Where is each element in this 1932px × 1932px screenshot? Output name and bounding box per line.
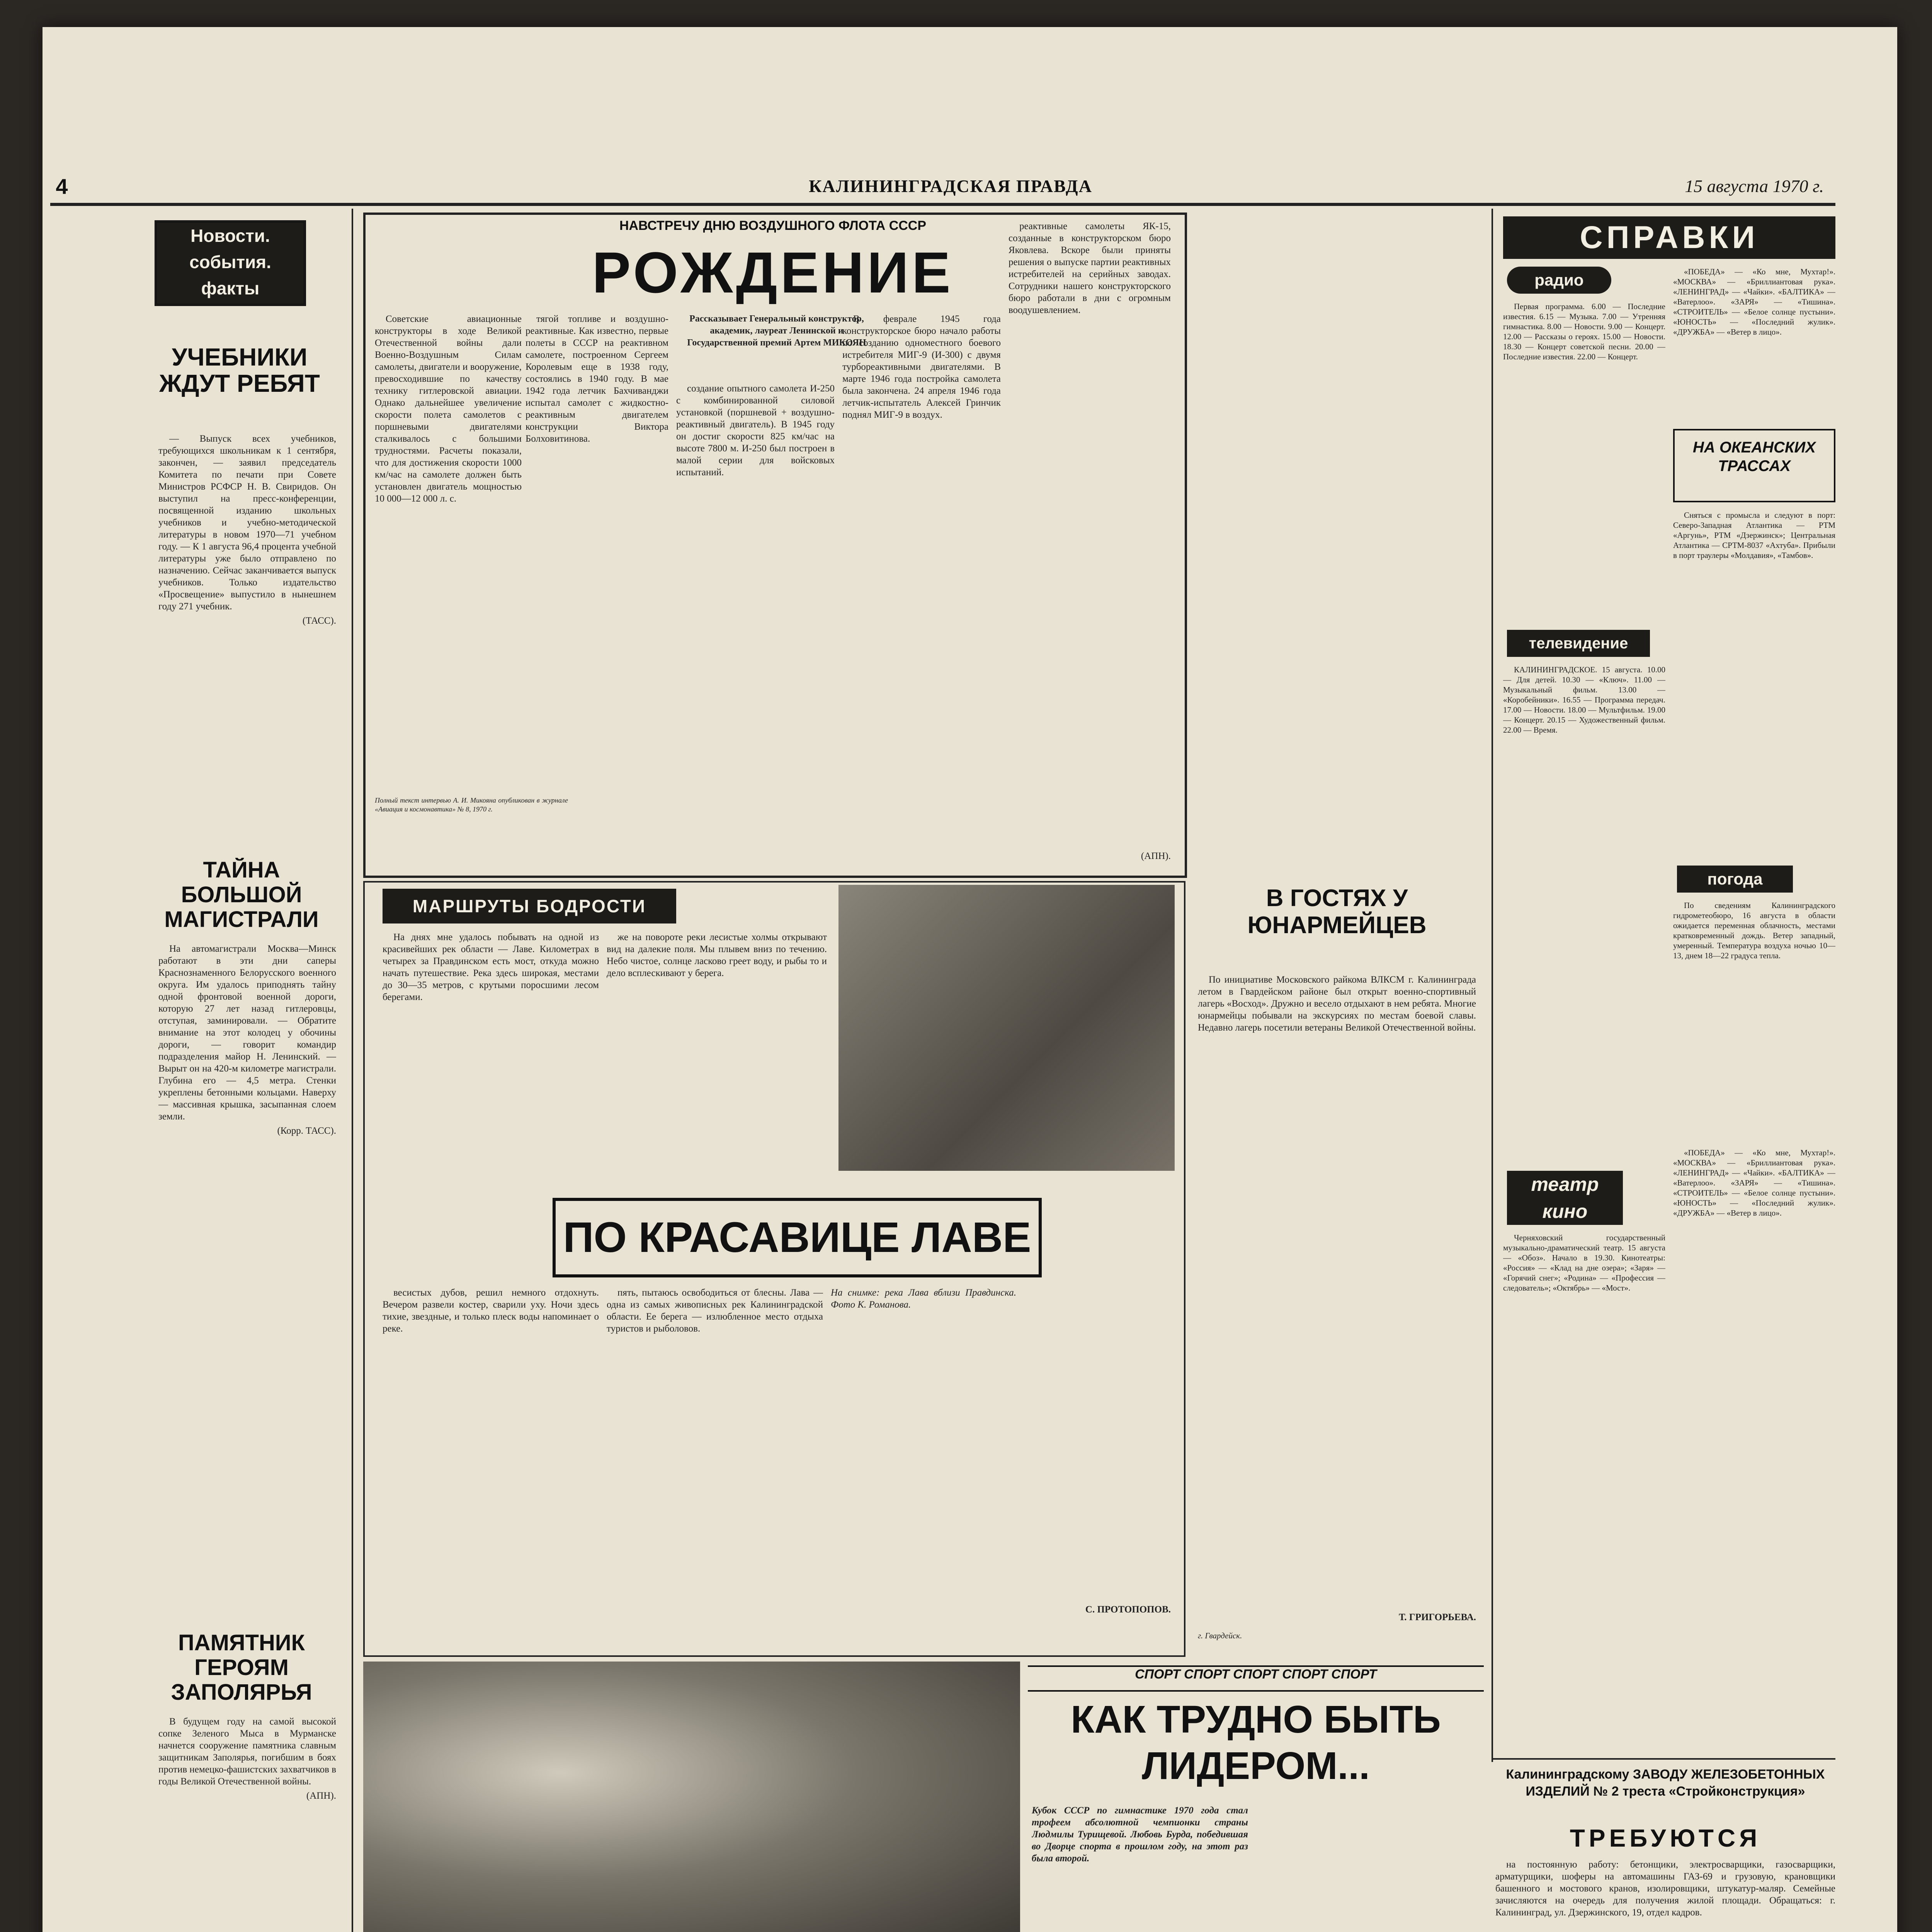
masthead-rule [50, 203, 1835, 206]
news-rubric [155, 220, 306, 306]
aviation-headline: РОЖДЕНИЕ [592, 240, 954, 305]
aviation-credit: (АПН). [1141, 851, 1171, 861]
aviation-kicker: НАВСТРЕЧУ ДНЮ ВОЗДУШНОГО ФЛОТА СССР [619, 218, 927, 233]
aviation-col-4-text: В феврале 1945 года конструкторское бюро начало работы по созданию одноместного боевого истребителя МИГ-9 (И-300) с двумя турбореактивными двигателями. В марте 1946 года постройка самолета была закончена. 24 апреля 1946 года летчик-испытатель Алексей Гринчик поднял МИГ-9 в воздух. [842, 314, 1001, 420]
aviation-col-3 [676, 383, 835, 846]
newspaper-page [43, 27, 1897, 1932]
oceans-text: Сняться с промысла и следуют в порт: Северо-Западная Атлантика — РТМ «Аргунь», РТМ «Дзержинск»; Центральная Атлантика — СРТМ-8037 «Ахтуба». Прибыли в порт траулеры «Молдавия», «Тамбов». [1673, 510, 1835, 560]
aviation-col-4 [842, 313, 1001, 846]
routes-rubric: МАРШРУТЫ БОДРОСТИ [383, 889, 676, 923]
oceans-section [1673, 510, 1835, 858]
mystery-headline: ТАЙНА БОЛЬШОЙ МАГИСТРАЛИ [164, 858, 319, 932]
river-photo [838, 885, 1175, 1171]
aviation-byline: Рассказывает Генеральный конструктор, академик, лауреат Ленинской и Государственной премий Артем МИКОЯН [687, 314, 866, 348]
routes-photo-credit: На снимке: река Лава вблизи Правдинска. Фото К. Романова. [831, 1287, 1016, 1310]
guests-body: По инициативе Московского райкома ВЛКСМ г. Калининграда летом в Гвардейском районе был открыт военно-спортивный лагерь «Восход». Дружно и весело отдыхают в нем ребята. Многие юнармейцы побывали на экскурсиях по местам боевой славы. Недавно лагерь посетили ветераны Великой Отечественной войны. [1198, 975, 1476, 1033]
mystery-body: На автомагистрали Москва—Минск работают в эти дни саперы Краснознаменного Белорусского военного округа. Им удалось приподнять тайну одной фронтовой военной дороги, которую 27 лет назад гитлеровцы, отступая, заминировали. — Обратите внимание на этот колодец у обочины дороги, — говорит командир подразделения майор Н. Ленинский. — Вырыт он на 420-м километре магистрали. Глубина его — 4,5 метра. Стенки укреплены бетонными кольцами. Наверху — массивная крышка, засыпанная слоем земли. [158, 944, 336, 1122]
lava-headline: ПО КРАСАВИЦЕ ЛАВЕ [553, 1198, 1042, 1277]
theatre-program [1503, 1233, 1665, 1754]
aviation-col-5-text: реактивные самолеты ЯК-15, созданные в конструкторском бюро Яковлева. Вскоре были приняты решения о выпуске партии реактивных истребителей на серийных заводах. Сотрудники нашего конструкторского бюро работали в дни с огромным воодушевлением. [1009, 221, 1171, 315]
theatre-text: Черняховский государственный музыкально-драматический театр. 15 августа — «Обоз». Начало в 19.30. Кинотеатры: «Россия» — «Клад на дне озера»; «Заря» — «Горячий снег»; «Родина» — «Профессия — следователь»; «Октябрь» — «Мост». [1503, 1233, 1665, 1293]
factory-ad [1495, 1859, 1835, 1932]
oceans-header: НА ОКЕАНСКИХ ТРАССАХ [1673, 429, 1835, 502]
routes-col-1-text: На днях мне удалось побывать на одной из красивейших рек области — Лаве. Километрах в четырех за Правдинском есть мост, откуда можно начать путешествие. Река здесь широкая, местами до 30—35 метров, с крутыми поросшими лесом берегами. [383, 932, 599, 1002]
textbooks-article [158, 433, 336, 838]
guests-article [1198, 974, 1476, 1607]
page-number: 4 [56, 174, 68, 197]
tv-text: КАЛИНИНГРАДСКОЕ. 15 августа. 10.00 — Для детей. 10.30 — «Ключ». 11.00 — Музыкальный фильм. 13.00 — «Коробейники». 16.55 — Программа передач. 17.00 — Новости. 18.00 — Мультфильм. 19.00 — Концерт. 20.15 — Художественный фильм. 22.00 — Время. [1503, 665, 1665, 735]
monument-body: В будущем году на самой высокой сопке Зеленого Мыса в Мурманске начнется сооружение памятника славным защитникам Заполярья, погибшим в боях против немецко-фашистских захватчиков в годы Великой Отечественной войны. [158, 1716, 336, 1787]
textbooks-body: — Выпуск всех учебников, требующихся школьникам к 1 сентября, закончен, — заявил председатель Комитета по печати при Совете Министров РСФСР Н. В. Свиридов. Он выступил на пресс-конференции, посвященной изданию школьных учебников и учебно-методической литературы в новом 1970—71 учебном году. — К 1 августа 96,4 процента учебной литературы уже было отправлено по назначению. Сейчас заканчивается выпуск учебников. Только издательство «Просвещение» выпустило в нынешнем году 271 учебник. [158, 434, 336, 612]
routes-col-2-text: же на повороте реки лесистые холмы открывают вид на далекие поля. Мы плывем вниз по течению. Небо чистое, солнце ласково греет воду, и рыбы то и дело всплескивают у берега. [607, 932, 827, 978]
column-divider-left [352, 209, 353, 1932]
bears-top-photo [363, 1662, 1020, 1932]
weather-section [1673, 900, 1835, 1140]
routes-col-4 [607, 1287, 823, 1634]
routes-col-2 [607, 931, 827, 1209]
aviation-col-2 [526, 313, 668, 846]
routes-col-1 [383, 931, 599, 1209]
spravki-header: СПРАВКИ [1503, 216, 1835, 259]
column-divider-right [1492, 209, 1493, 1762]
cinema-list [1673, 1148, 1835, 1754]
sport-rubric: СПОРТ СПОРТ СПОРТ СПОРТ СПОРТ [1028, 1665, 1484, 1692]
rubric-line-2: события. [189, 252, 271, 272]
mystery-credit: (Корр. ТАСС). [277, 1126, 336, 1136]
aviation-col-3-text: создание опытного самолета И-250 с комбинированной силовой установкой (поршневой + воздушно-реактивный двигатель). В 1945 году он достиг скорости 825 км/час на высоте 7800 м. И-250 был построен в малой серии для войсковых испытаний. [676, 383, 835, 478]
aviation-col-1 [375, 313, 522, 846]
cinema-list-text: «ПОБЕДА» — «Ко мне, Мухтар!». «МОСКВА» — «Бриллиантовая рука». «ЛЕНИНГРАД» — «Чайки». «БАЛТИКА» — «Ватерлоо». «ЗАРЯ» — «Тишина». «СТРОИТЕЛЬ» — «Белое солнце пустыни». «ЮНОСТЬ» — «Последний жулик». «ДРУЖБА» — «Ветер в лицо». [1673, 1148, 1835, 1218]
theatre-label: театр кино [1507, 1171, 1623, 1225]
issue-date: 15 августа 1970 г. [1685, 176, 1824, 196]
guests-author: Т. ГРИГОРЬЕВА. [1399, 1612, 1476, 1622]
rubric-line-1: Новости. [190, 226, 270, 246]
guests-place: г. Гвардейск. [1198, 1631, 1242, 1640]
monument-headline: ПАМЯТНИК ГЕРОЯМ ЗАПОЛЯРЬЯ [171, 1631, 312, 1705]
aviation-col-2-text: тягой топливе и воздушно-реактивные. Как известно, первые полеты в СССР на реактивном самолете, построенном Сергеем Королевым еще в 1938 году, состоялись в 1940 году. В мае 1942 года летчик Бахчиванджи испытал самолет с жидкостно-реактивным двигателем конструкции Виктора Болховитинова. [526, 314, 668, 444]
tv-label: телевидение [1507, 630, 1650, 657]
aviation-col-1-text: Советские авиационные конструкторы в ходе Великой Отечественной войны дали Военно-Воздушным Силам самолеты, двигатели и вооружение, превосходившие по качеству технику гитлеровской авиации. Однако дальнейшее увеличение скорости полета самолетов с поршневыми двигателями сталкивалось с большими трудностями. Расчеты показали, что для достижения скорости 1000 км/час на самолете должен быть установлен двигатель мощностью 10 000—12 000 л. с. [375, 314, 522, 504]
required-heading: ТРЕБУЮТСЯ [1570, 1824, 1761, 1852]
factory-heading: Калининградскому ЗАВОДУ ЖЕЛЕЗОБЕТОННЫХ ИЗДЕЛИЙ № 2 треста «Стройконструкция» [1506, 1767, 1825, 1799]
monument-credit: (АПН). [306, 1791, 336, 1801]
textbooks-headline: УЧЕБНИКИ ЖДУТ РЕБЯТ [159, 344, 320, 397]
guests-headline: В ГОСТЯХ У ЮНАРМЕЙЦЕВ [1247, 885, 1427, 939]
factory-text: на постоянную работу: бетонщики, электросварщики, газосварщики, арматурщики, шоферы на автомашины ГАЗ-69 и грузовую, крановщики башенного и мостового кранов, изолировщики, штукатур-маляр. Семейные зачисляются на очередь для получения жилой площади. Обращаться: г. Калининград, ул. Дзержинского, 19, отдел кадров. [1495, 1859, 1835, 1918]
radio-program [1503, 301, 1665, 622]
rubric-line-3: факты [201, 278, 260, 298]
routes-col-3 [383, 1287, 599, 1634]
radio-label: радио [1507, 267, 1611, 294]
weather-text: По сведениям Калининградского гидрометеобюро, 16 августа в области ожидается переменная облачность, местами кратковременный дождь. Ветер западный, умеренный. Температура воздуха ночью 10—13, днем 18—22 градуса тепла. [1673, 901, 1835, 960]
routes-col-4-text: пять, пытаюсь освободиться от блесны. Лава — одна из самых живописных рек Калининградской области. Ее берега — излюбленное место отдыха туристов и рыболовов. [607, 1287, 823, 1334]
radio-right-text: «ПОБЕДА» — «Ко мне, Мухтар!». «МОСКВА» — «Бриллиантовая рука». «ЛЕНИНГРАД» — «Чайки». «БАЛТИКА» — «Ватерлоо». «ЗАРЯ» — «Тишина». «СТРОИТЕЛЬ» — «Белое солнце пустыни». «ЮНОСТЬ» — «Последний жулик». «ДРУЖБА» — «Ветер в лицо». [1673, 267, 1835, 337]
radio-right [1673, 267, 1835, 421]
aviation-col-5 [1009, 220, 1171, 846]
sport-headline: КАК ТРУДНО БЫТЬ ЛИДЕРОМ... [1071, 1698, 1441, 1787]
textbooks-credit: (ТАСС). [302, 616, 336, 626]
routes-col-3-text: весистых дубов, решил немного отдохнуть. Вечером развели костер, сварили уху. Ночи здесь тихие, звездные, и только плеск воды напоминает о реке. [383, 1287, 599, 1334]
aviation-note: Полный текст интервью А. И. Микояна опубликован в журнале «Авиация и космонавтика» № 8, 1970 г. [375, 796, 568, 813]
weather-label: погода [1677, 866, 1793, 893]
ads-rule [1492, 1758, 1835, 1760]
newspaper-title: КАЛИНИНГРАДСКАЯ ПРАВДА [809, 176, 1092, 196]
radio-text: Первая программа. 6.00 — Последние известия. 6.15 — Музыка. 7.00 — Утренняя гимнастика. 8.00 — Новости. 9.00 — Концерт. 12.00 — Рассказы о героях. 15.00 — Новости. 18.30 — Концерт советской песни. 20.00 — Последние известия. 22.00 — Концерт. [1503, 302, 1665, 361]
tv-program [1503, 665, 1665, 1159]
routes-author: С. ПРОТОПОПОВ. [1085, 1604, 1171, 1615]
monument-article [158, 1716, 336, 1932]
sport-lead: Кубок СССР по гимнастике 1970 года стал трофеем абсолютной чемпионки страны Людмилы Турищевой. Любовь Бурда, победившая во Дворце спорта в прошлом году, на этот раз была второй. [1032, 1805, 1248, 1864]
mystery-article [158, 943, 336, 1457]
